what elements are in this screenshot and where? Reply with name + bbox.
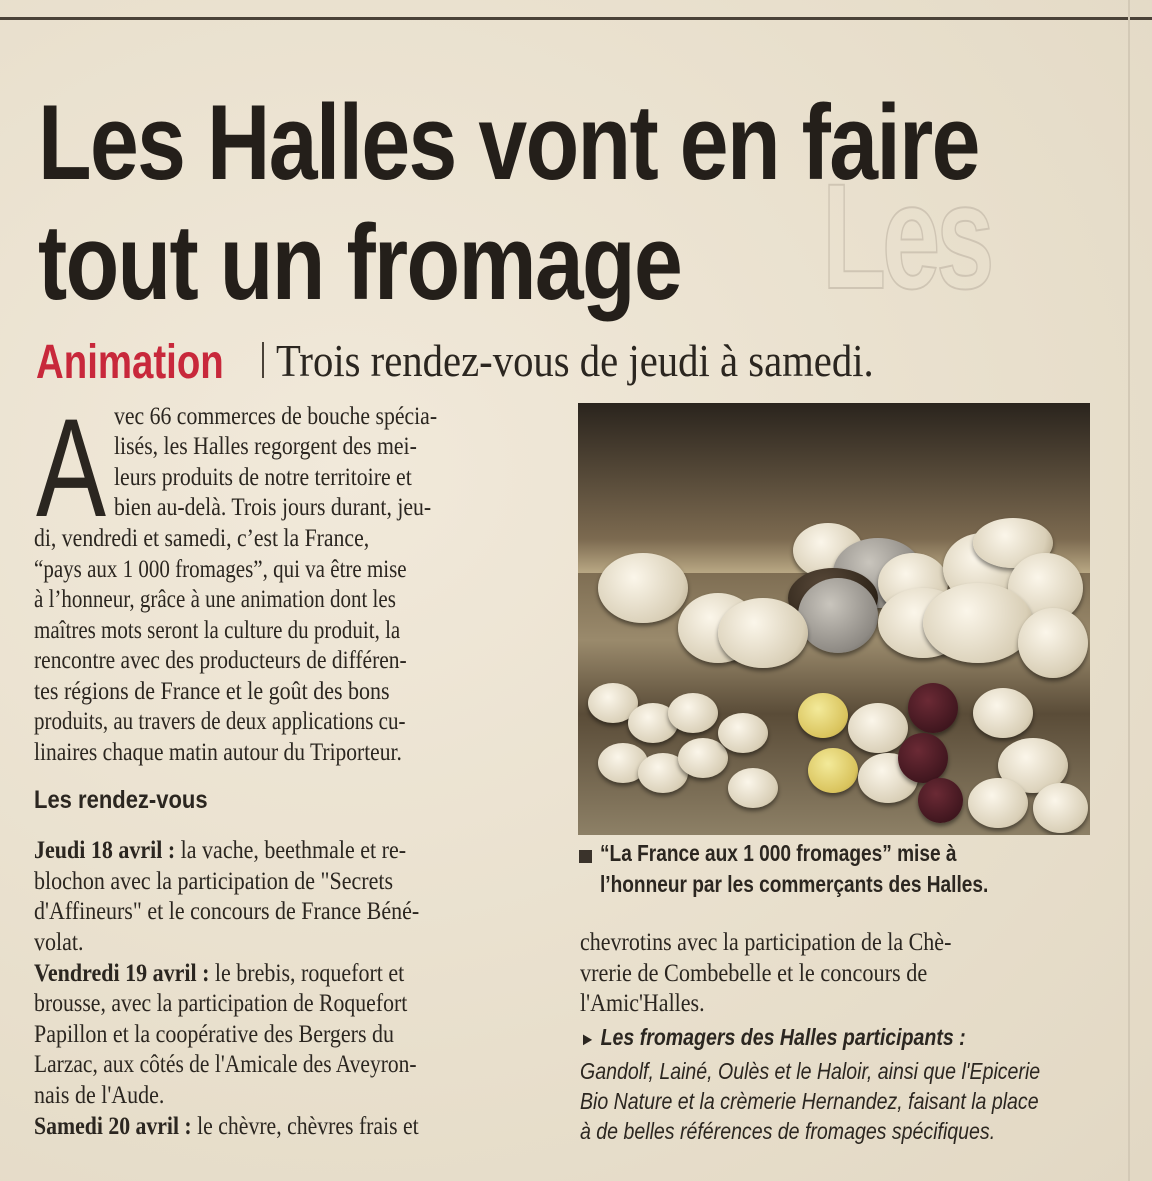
rdv-line: blochon avec la participation de "Secrets [34,868,394,895]
cheese-image [973,688,1033,738]
lead-line: lisés, les Halles regorgent des mei- [114,433,417,460]
rdv-line: Papillon et la coopérative des Bergers du [34,1021,395,1048]
lead-line: tes régions de France et le goût des bons [34,678,390,705]
page-edge [1128,0,1130,1181]
cheese-image [798,578,878,653]
cheese-image [1033,783,1088,833]
fromagers-title-text: Les fromagers des Halles participants : [600,1024,966,1050]
rdv-line: nais de l'Aude. [34,1082,165,1109]
rdv-line: brousse, avec la participation de Roquefort [34,990,408,1017]
lead-line: leurs produits de notre territoire et [114,464,412,491]
section-title: Les rendez-vous [34,786,208,814]
cheese-image [918,778,963,823]
headline-line-1: Les Halles vont en faire [38,82,979,202]
lead-line: bien au-delà. Trois jours durant, jeu- [114,494,432,521]
subhead: Trois rendez-vous de jeudi à samedi. [276,335,874,386]
rdv-line: Larzac, aux côtés de l'Amicale des Aveyron- [34,1051,417,1078]
top-rule [0,17,1152,20]
rdv-text: la vache, beethmale et re- [175,837,407,864]
lead-line: rencontre avec des producteurs de différen- [34,647,407,674]
rdv-label: Vendredi 19 avril : [34,960,210,987]
photo-caption [600,838,988,900]
rdv-text: le brebis, roquefort et [209,960,405,987]
fromagers-line: Bio Nature et la crèmerie Hernandez, faisant la place [580,1088,1039,1114]
caption-line-2: l’honneur par les commerçants des Halles. [600,871,989,897]
cheese-image [718,713,768,753]
adjacent-article-ghost-text: Les [822,152,991,320]
caption-line-1: “La France aux 1 000 fromages” mise à [600,840,957,866]
drop-cap: A [36,389,107,546]
continued-line: l'Amic'Halles. [580,990,705,1017]
rdv-line [34,836,406,867]
lead-line: vec 66 commerces de bouche spécia- [114,403,438,430]
cheese-counter-photo [578,403,1090,835]
kicker: Animation [36,336,224,389]
lead-line: “pays aux 1 000 fromages”, qui va être mise [34,556,407,583]
fromagers-line: Gandolf, Lainé, Oulès et le Haloir, ainsi que l'Epicerie [580,1058,1041,1084]
cheese-image [1018,608,1088,678]
rdv-text: le chèvre, chèvres frais et [191,1113,419,1140]
cheese-image [968,778,1028,828]
cheese-image [598,553,688,623]
cheese-image [923,583,1033,663]
fromagers-line: à de belles références de fromages spécifiques. [580,1118,996,1144]
rdv-line: d'Affineurs" et le concours de France Béné- [34,898,420,925]
rdv-label: Jeudi 18 avril : [34,837,176,864]
lead-line: di, vendredi et samedi, c’est la France, [34,525,370,552]
rdv-line [34,959,404,990]
fromagers-title [580,1024,966,1051]
headline [38,82,1096,322]
continued-line: chevrotins avec la participation de la Chè- [580,929,952,956]
rdv-label: Samedi 20 avril : [34,1113,192,1140]
cheese-image [728,768,778,808]
cheese-image [898,733,948,783]
cheese-image [718,598,808,668]
lead-line: maîtres mots seront la culture du produit, la [34,617,401,644]
cheese-image [798,693,848,738]
headline-line-2: tout un fromage [38,202,682,322]
cheese-image [848,703,908,753]
triangle-bullet-icon: ► [580,1029,596,1049]
cheese-image [808,748,858,793]
continued-line: vrerie de Combebelle et le concours de [580,960,928,987]
rdv-line: volat. [34,929,84,956]
caption-square-marker [579,850,592,863]
lead-line: linaires chaque matin autour du Triporteur. [34,739,402,766]
lead-line: produits, au travers de deux applications cu- [34,708,406,735]
cheese-image [668,693,718,733]
kicker-separator [262,342,264,378]
rdv-line [34,1112,419,1143]
cheese-image [908,683,958,733]
cheese-image [678,738,728,778]
lead-line: à l’honneur, grâce à une animation dont les [34,586,396,613]
